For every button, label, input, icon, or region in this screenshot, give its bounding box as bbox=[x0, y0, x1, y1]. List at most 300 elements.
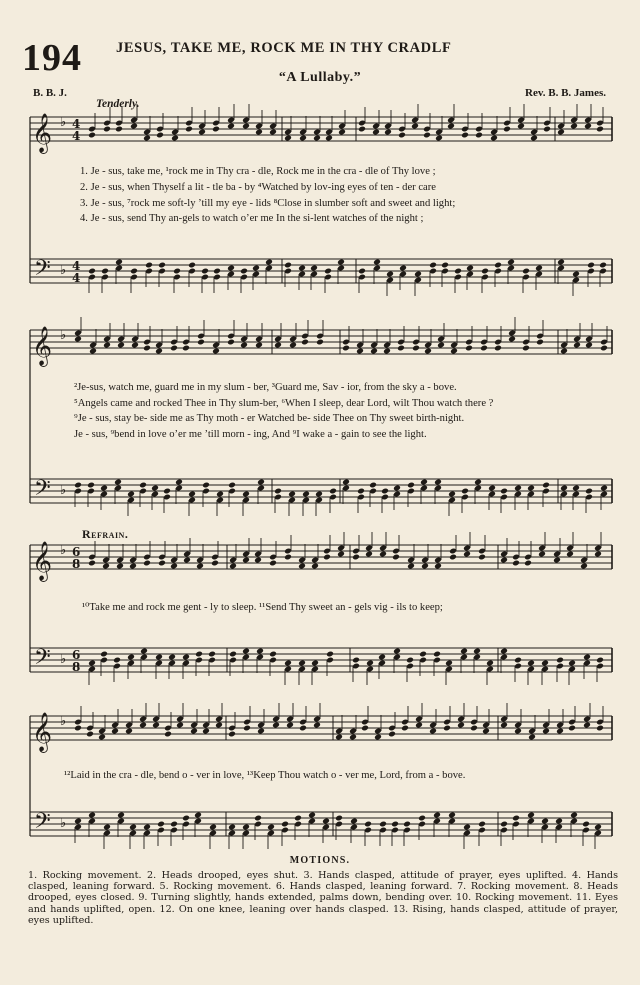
verse-3-line-1: 3. Je - sus, ⁷rock me soft-ly ’till my eye - lids ⁸Close in slumber soft and sweet and light; bbox=[80, 198, 456, 209]
note-head-icon bbox=[195, 651, 203, 658]
note-head-icon bbox=[407, 563, 415, 570]
note-head-icon bbox=[527, 485, 535, 492]
note-head-icon bbox=[198, 129, 206, 136]
note-head-icon bbox=[101, 268, 109, 275]
note-head-icon bbox=[338, 129, 346, 136]
note-head-icon bbox=[152, 722, 160, 729]
note-head-icon bbox=[358, 126, 366, 133]
note-head-icon bbox=[284, 135, 292, 142]
note-head-icon bbox=[454, 268, 462, 275]
note-head-icon bbox=[403, 821, 411, 828]
note-head-icon bbox=[596, 657, 604, 664]
note-head-icon bbox=[188, 491, 196, 498]
note-head-icon bbox=[242, 491, 250, 498]
note-head-icon bbox=[441, 262, 449, 269]
note-head-icon bbox=[281, 821, 289, 828]
treble-clef-icon: 𝄞 bbox=[32, 541, 53, 581]
note-head-icon bbox=[130, 268, 138, 275]
note-head-icon bbox=[517, 123, 525, 130]
note-head-icon bbox=[527, 660, 535, 667]
note-head-icon bbox=[267, 824, 275, 831]
note-head-icon bbox=[370, 348, 378, 355]
time-signature-icon: 4 bbox=[72, 129, 81, 143]
note-head-icon bbox=[366, 660, 374, 667]
note-head-icon bbox=[584, 123, 592, 130]
note-head-icon bbox=[182, 654, 190, 661]
note-head-icon bbox=[514, 657, 522, 664]
note-head-icon bbox=[74, 336, 82, 343]
note-head-icon bbox=[406, 657, 414, 664]
note-head-icon bbox=[182, 345, 190, 352]
note-head-icon bbox=[474, 479, 482, 486]
note-head-icon bbox=[582, 821, 590, 828]
note-head-icon bbox=[566, 551, 574, 558]
note-head-icon bbox=[522, 268, 530, 275]
note-head-icon bbox=[481, 268, 489, 275]
note-head-icon bbox=[164, 731, 172, 738]
note-head-icon bbox=[373, 259, 381, 266]
treble-clef-icon: 𝄞 bbox=[32, 326, 53, 366]
note-head-icon bbox=[543, 126, 551, 133]
verse-4-line-2: Je - sus, ⁹bend in love o’er me ’till morn - ing, And ⁹I wake a - gain to see the light. bbox=[74, 429, 427, 440]
time-signature-icon: 8 bbox=[72, 660, 81, 674]
note-head-icon bbox=[541, 660, 549, 667]
note-head-icon bbox=[553, 557, 561, 564]
note-head-icon bbox=[173, 268, 181, 275]
note-head-icon bbox=[424, 348, 432, 355]
note-head-icon bbox=[388, 731, 396, 738]
note-head-icon bbox=[315, 491, 323, 498]
note-head-icon bbox=[478, 821, 486, 828]
note-head-icon bbox=[434, 563, 442, 570]
note-head-icon bbox=[228, 824, 236, 831]
note-head-icon bbox=[286, 722, 294, 729]
note-head-icon bbox=[448, 491, 456, 498]
time-signature-icon: 4 bbox=[72, 271, 81, 285]
note-head-icon bbox=[407, 482, 415, 489]
note-head-icon bbox=[190, 728, 198, 735]
key-flat-icon: ♭ bbox=[60, 263, 67, 278]
bass-clef-icon: 𝄢 bbox=[34, 256, 51, 286]
note-head-icon bbox=[401, 725, 409, 732]
note-head-icon bbox=[117, 342, 125, 349]
note-head-icon bbox=[463, 551, 471, 558]
note-head-icon bbox=[170, 345, 178, 352]
note-head-icon bbox=[556, 728, 564, 735]
key-flat-icon: ♭ bbox=[60, 652, 67, 667]
note-head-icon bbox=[284, 660, 292, 667]
note-head-icon bbox=[115, 259, 123, 266]
composer-credit: B. B. J. bbox=[33, 87, 67, 99]
note-head-icon bbox=[117, 812, 125, 819]
note-head-icon bbox=[158, 560, 166, 567]
note-head-icon bbox=[208, 651, 216, 658]
note-head-icon bbox=[242, 557, 250, 564]
note-head-icon bbox=[74, 482, 82, 489]
author-credit: Rev. B. B. James. bbox=[525, 87, 606, 99]
note-head-icon bbox=[227, 265, 235, 272]
note-head-icon bbox=[155, 348, 163, 355]
key-flat-icon: ♭ bbox=[60, 543, 67, 558]
note-head-icon bbox=[352, 554, 360, 561]
note-head-icon bbox=[585, 342, 593, 349]
note-head-icon bbox=[170, 821, 178, 828]
note-head-icon bbox=[411, 123, 419, 130]
note-head-icon bbox=[583, 722, 591, 729]
time-signature-icon: 6 bbox=[72, 545, 81, 559]
time-signature-icon: 4 bbox=[72, 117, 81, 131]
note-head-icon bbox=[168, 654, 176, 661]
note-head-icon bbox=[74, 818, 82, 825]
note-head-icon bbox=[100, 485, 108, 492]
note-head-icon bbox=[114, 479, 122, 486]
note-head-icon bbox=[596, 725, 604, 732]
note-head-icon bbox=[255, 129, 263, 136]
note-head-icon bbox=[429, 262, 437, 269]
note-head-icon bbox=[568, 725, 576, 732]
note-head-icon bbox=[308, 812, 316, 819]
note-head-icon bbox=[197, 339, 205, 346]
note-head-icon bbox=[557, 129, 565, 136]
note-head-icon bbox=[560, 348, 568, 355]
note-head-icon bbox=[573, 342, 581, 349]
treble-clef-icon: 𝄞 bbox=[32, 113, 53, 153]
key-flat-icon: ♭ bbox=[60, 816, 67, 831]
note-head-icon bbox=[202, 728, 210, 735]
note-head-icon bbox=[115, 126, 123, 133]
note-head-icon bbox=[88, 660, 96, 667]
hymn-title: JESUS, TAKE ME, ROCK ME IN THY CRADLF bbox=[116, 40, 452, 56]
note-head-icon bbox=[74, 725, 82, 732]
note-head-icon bbox=[414, 271, 422, 278]
note-head-icon bbox=[463, 824, 471, 831]
note-head-icon bbox=[470, 725, 478, 732]
note-head-icon bbox=[475, 132, 483, 139]
verse-1-line-1: 1. Je - sus, take me, ¹rock me in Thy cra - dle, Rock me in the cra - dle of Thy love ; bbox=[80, 166, 436, 177]
hymn-number: 194 bbox=[22, 37, 82, 79]
note-head-icon bbox=[274, 342, 282, 349]
note-head-icon bbox=[420, 479, 428, 486]
note-head-icon bbox=[194, 812, 202, 819]
note-head-icon bbox=[500, 722, 508, 729]
note-head-icon bbox=[87, 482, 95, 489]
note-head-icon bbox=[412, 345, 420, 352]
note-head-icon bbox=[313, 135, 321, 142]
note-head-icon bbox=[213, 268, 221, 275]
note-head-icon bbox=[171, 135, 179, 142]
note-head-icon bbox=[257, 728, 265, 735]
note-head-icon bbox=[600, 485, 608, 492]
note-head-icon bbox=[227, 339, 235, 346]
note-head-icon bbox=[284, 262, 292, 269]
note-head-icon bbox=[216, 491, 224, 498]
note-head-icon bbox=[465, 345, 473, 352]
note-head-icon bbox=[215, 722, 223, 729]
note-head-icon bbox=[445, 660, 453, 667]
note-head-icon bbox=[86, 731, 94, 738]
refrain-line-1: ¹⁰Take me and rock me gent - ly to sleep. ¹¹Send Thy sweet an - gels vig - ils to keep; bbox=[82, 602, 443, 613]
note-head-icon bbox=[507, 259, 515, 266]
note-head-icon bbox=[102, 563, 110, 570]
note-head-icon bbox=[570, 812, 578, 819]
note-head-icon bbox=[316, 339, 324, 346]
note-head-icon bbox=[508, 336, 516, 343]
note-head-icon bbox=[176, 722, 184, 729]
note-head-icon bbox=[311, 563, 319, 570]
refrain-label: Refrain. bbox=[82, 527, 129, 541]
note-head-icon bbox=[229, 651, 237, 658]
note-head-icon bbox=[201, 268, 209, 275]
note-head-icon bbox=[322, 818, 330, 825]
note-head-icon bbox=[512, 560, 520, 567]
note-head-icon bbox=[212, 348, 220, 355]
note-head-icon bbox=[130, 123, 138, 130]
note-head-icon bbox=[350, 818, 358, 825]
note-head-icon bbox=[342, 345, 350, 352]
note-head-icon bbox=[323, 554, 331, 561]
note-head-icon bbox=[202, 482, 210, 489]
note-head-icon bbox=[288, 491, 296, 498]
note-head-icon bbox=[437, 342, 445, 349]
note-head-icon bbox=[482, 728, 490, 735]
note-head-icon bbox=[111, 728, 119, 735]
bass-clef-icon: 𝄢 bbox=[34, 645, 51, 675]
note-head-icon bbox=[500, 557, 508, 564]
note-head-icon bbox=[228, 731, 236, 738]
note-head-icon bbox=[182, 815, 190, 822]
note-head-icon bbox=[391, 821, 399, 828]
note-head-icon bbox=[151, 485, 159, 492]
note-head-icon bbox=[379, 551, 387, 558]
note-head-icon bbox=[269, 651, 277, 658]
note-head-icon bbox=[488, 485, 496, 492]
note-head-icon bbox=[522, 345, 530, 352]
note-head-icon bbox=[311, 660, 319, 667]
note-head-icon bbox=[473, 648, 481, 655]
note-head-icon bbox=[448, 812, 456, 819]
note-head-icon bbox=[461, 132, 469, 139]
note-head-icon bbox=[398, 132, 406, 139]
note-head-icon bbox=[568, 660, 576, 667]
note-head-icon bbox=[358, 268, 366, 275]
note-head-icon bbox=[555, 818, 563, 825]
note-head-icon bbox=[289, 342, 297, 349]
note-head-icon bbox=[503, 126, 511, 133]
note-head-icon bbox=[384, 129, 392, 136]
note-head-icon bbox=[512, 815, 520, 822]
note-head-icon bbox=[587, 262, 595, 269]
time-signature-icon: 6 bbox=[72, 648, 81, 662]
note-head-icon bbox=[361, 725, 369, 732]
note-head-icon bbox=[145, 262, 153, 269]
note-head-icon bbox=[100, 651, 108, 658]
note-head-icon bbox=[490, 135, 498, 142]
note-head-icon bbox=[443, 725, 451, 732]
key-flat-icon: ♭ bbox=[60, 328, 67, 343]
note-head-icon bbox=[228, 482, 236, 489]
note-head-icon bbox=[212, 126, 220, 133]
note-head-icon bbox=[254, 557, 262, 564]
note-head-icon bbox=[302, 491, 310, 498]
note-head-icon bbox=[494, 345, 502, 352]
note-head-icon bbox=[478, 554, 486, 561]
note-head-icon bbox=[447, 123, 455, 130]
note-head-icon bbox=[113, 657, 121, 664]
note-head-icon bbox=[175, 479, 183, 486]
note-head-icon bbox=[369, 482, 377, 489]
note-head-icon bbox=[155, 654, 163, 661]
note-head-icon bbox=[372, 129, 380, 136]
note-head-icon bbox=[386, 271, 394, 278]
note-head-icon bbox=[257, 479, 265, 486]
note-head-icon bbox=[457, 722, 465, 729]
note-head-icon bbox=[500, 488, 508, 495]
note-head-icon bbox=[337, 551, 345, 558]
note-head-icon bbox=[356, 348, 364, 355]
motions-heading: MOTIONS. bbox=[289, 855, 351, 866]
note-head-icon bbox=[335, 734, 343, 741]
note-head-icon bbox=[460, 648, 468, 655]
note-head-icon bbox=[364, 821, 372, 828]
note-head-icon bbox=[269, 560, 277, 567]
note-head-icon bbox=[500, 648, 508, 655]
note-head-icon bbox=[399, 265, 407, 272]
note-head-icon bbox=[572, 485, 580, 492]
note-head-icon bbox=[209, 824, 217, 831]
note-head-icon bbox=[139, 722, 147, 729]
note-head-icon bbox=[415, 722, 423, 729]
note-head-icon bbox=[254, 815, 262, 822]
note-head-icon bbox=[252, 265, 260, 272]
note-head-icon bbox=[557, 259, 565, 266]
note-head-icon bbox=[298, 265, 306, 272]
note-head-icon bbox=[594, 824, 602, 831]
note-head-icon bbox=[378, 654, 386, 661]
note-head-icon bbox=[600, 345, 608, 352]
note-head-icon bbox=[242, 648, 250, 655]
key-flat-icon: ♭ bbox=[60, 483, 67, 498]
note-head-icon bbox=[435, 135, 443, 142]
note-head-icon bbox=[535, 265, 543, 272]
note-head-icon bbox=[542, 482, 550, 489]
note-head-icon bbox=[313, 722, 321, 729]
note-head-icon bbox=[274, 488, 282, 495]
note-head-icon bbox=[88, 268, 96, 275]
verse-2-line-1: 2. Je - sus, when Thyself a lit - tle ba - by ⁴Watched by lov-ing eyes of ten - der care bbox=[80, 182, 436, 193]
note-head-icon bbox=[393, 648, 401, 655]
time-signature-icon: 4 bbox=[72, 259, 81, 273]
note-head-icon bbox=[294, 815, 302, 822]
note-head-icon bbox=[352, 657, 360, 664]
note-head-icon bbox=[299, 725, 307, 732]
note-head-icon bbox=[196, 563, 204, 570]
note-head-icon bbox=[418, 815, 426, 822]
note-head-icon bbox=[585, 488, 593, 495]
note-head-icon bbox=[486, 660, 494, 667]
note-head-icon bbox=[381, 488, 389, 495]
note-head-icon bbox=[337, 259, 345, 266]
note-head-icon bbox=[272, 722, 280, 729]
note-head-icon bbox=[461, 488, 469, 495]
note-head-icon bbox=[514, 728, 522, 735]
note-head-icon bbox=[88, 132, 96, 139]
note-head-icon bbox=[541, 818, 549, 825]
note-head-icon bbox=[139, 482, 147, 489]
note-head-icon bbox=[392, 554, 400, 561]
verse-4-line-1: 4. Je - sus, send Thy an-gels to watch o’er me In the si-lent watches of the night ; bbox=[80, 213, 424, 224]
hymn-subtitle: “A Lullaby.” bbox=[278, 70, 362, 85]
note-head-icon bbox=[98, 734, 106, 741]
note-head-icon bbox=[397, 345, 405, 352]
note-head-icon bbox=[449, 554, 457, 561]
note-head-icon bbox=[572, 271, 580, 278]
note-head-icon bbox=[466, 265, 474, 272]
note-head-icon bbox=[240, 268, 248, 275]
note-head-icon bbox=[528, 734, 536, 741]
note-head-icon bbox=[299, 135, 307, 142]
note-head-icon bbox=[103, 342, 111, 349]
note-head-icon bbox=[542, 728, 550, 735]
note-head-icon bbox=[580, 563, 588, 570]
note-head-icon bbox=[131, 342, 139, 349]
time-signature-icon: 8 bbox=[72, 557, 81, 571]
note-head-icon bbox=[383, 348, 391, 355]
note-head-icon bbox=[419, 651, 427, 658]
note-head-icon bbox=[127, 491, 135, 498]
note-head-icon bbox=[143, 135, 151, 142]
note-head-icon bbox=[188, 262, 196, 269]
refrain-line-2: ¹²Laid in the cra - dle, bend o - ver in love, ¹³Keep Thou watch o - ver me, Lord, from a - bove. bbox=[64, 770, 466, 781]
note-head-icon bbox=[298, 660, 306, 667]
verse-3-line-2: ⁹Je - sus, stay be- side me as Thy moth - er Watched be- side Thee on Thy sweet birth-night. bbox=[74, 413, 465, 424]
note-head-icon bbox=[429, 728, 437, 735]
note-head-icon bbox=[310, 265, 318, 272]
note-head-icon bbox=[255, 342, 263, 349]
note-head-icon bbox=[240, 342, 248, 349]
note-head-icon bbox=[243, 725, 251, 732]
note-head-icon bbox=[325, 135, 333, 142]
note-head-icon bbox=[269, 129, 277, 136]
note-head-icon bbox=[599, 262, 607, 269]
note-head-icon bbox=[342, 479, 350, 486]
note-head-icon bbox=[583, 654, 591, 661]
note-head-icon bbox=[163, 488, 171, 495]
note-head-icon bbox=[326, 651, 334, 658]
note-head-icon bbox=[129, 563, 137, 570]
note-head-icon bbox=[433, 651, 441, 658]
treble-clef-icon: 𝄞 bbox=[32, 712, 53, 752]
note-head-icon bbox=[527, 812, 535, 819]
note-head-icon bbox=[88, 812, 96, 819]
note-head-icon bbox=[570, 123, 578, 130]
note-head-icon bbox=[183, 557, 191, 564]
note-head-icon bbox=[143, 560, 151, 567]
key-flat-icon: ♭ bbox=[60, 714, 67, 729]
note-head-icon bbox=[103, 126, 111, 133]
note-head-icon bbox=[536, 339, 544, 346]
note-head-icon bbox=[242, 824, 250, 831]
note-head-icon bbox=[185, 126, 193, 133]
note-head-icon bbox=[433, 812, 441, 819]
note-head-icon bbox=[301, 339, 309, 346]
verse-1-line-2: ²Je-sus, watch me, guard me in my slum - ber, ³Guard me, Sav - ior, from the sky a - bove. bbox=[74, 382, 457, 393]
note-head-icon bbox=[480, 345, 488, 352]
note-head-icon bbox=[129, 824, 137, 831]
note-head-icon bbox=[357, 488, 365, 495]
note-head-icon bbox=[434, 479, 442, 486]
motions-instructions: 1. Rocking movement. 2. Heads drooped, eyes shut. 3. Hands clasped, attitude of prayer, eyes uplifted. 4. Hands clasped, leaning forward. 5. Rocking movement. 6. Hands clasped, leaning forward. 7. Rocking movement. 8. Heads drooped, eyes closed. 9. Turning slightly, hands extended, palms down, bending over. 10. Rocking movement. 11. Eyes and hands uplifted, open. 12. On one knee, leaning over hands clasped. 13. Rising, hands clasped, attitude of prayer, eyes uplifted. bbox=[28, 870, 618, 926]
note-head-icon bbox=[538, 551, 546, 558]
